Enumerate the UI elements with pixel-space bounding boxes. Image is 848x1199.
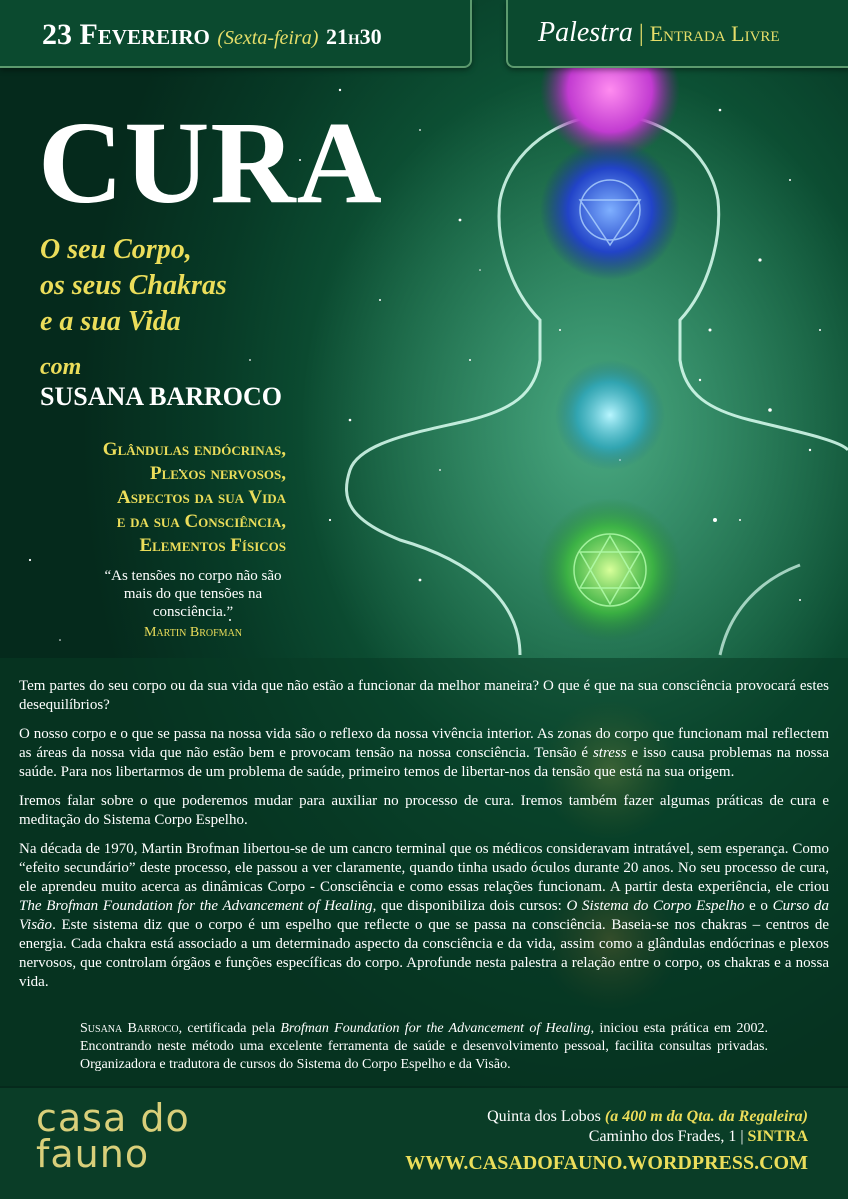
event-entry: Entrada Livre [649,21,780,46]
logo-line: casa do [36,1096,190,1140]
subtitle [40,232,227,340]
bio-organization: Brofman Foundation for the Advancement of Healing [280,1021,591,1036]
address-line-1 [487,1108,808,1126]
text-span: . Este sistema diz que o corpo é um espelho que reflecte o que se passa na consciência. Baseia-se nos chakras – centros de energia. Cada chakra está associado a um determinado aspecto da consciência e da vida, assim como a glândulas endócrinas e plexos nervosos, que controlam órgãos e funções específicas do corpo. Aprofunde nesta palestra a relação entre o corpo, os chakras e a nossa vida. [19,917,829,990]
address-note: (a 400 m da Qta. da Regaleira) [604,1108,808,1125]
topic-item: Aspectos da sua Vida [117,487,286,508]
date-day-number: 23 [42,18,72,51]
text-span: , certificada pela [178,1021,281,1036]
website-link[interactable]: WWW.CASADOFAUNO.WORDPRESS.COM [405,1152,808,1174]
address-line-2 [589,1128,808,1146]
body-paragraph [19,840,829,992]
text-span: , iniciou esta prática em 2002. Encontrando neste método uma excelente ferramenta de saúde e desenvolvimento pessoal, facilita consultas privadas. Organizadora e tradutora de cursos do Sistema do Corpo Espelho e da Visão. [80,1021,768,1072]
logo-line: fauno [36,1132,150,1176]
subtitle-line: e a sua Vida [40,306,181,337]
body-text [19,677,829,1002]
subtitle-line: os seus Chakras [40,270,227,301]
page-title: CURA [38,97,383,228]
topics-list [40,438,286,558]
event-info [538,17,780,49]
event-separator: | [638,21,644,47]
bio-name: Susana Barroco [80,1021,179,1036]
date-weekday: (Sexta-feira) [217,27,319,49]
topic-item: Plexos nervosos, [150,463,286,484]
address-street: Caminho dos Frades, 1 | [588,1128,744,1145]
text-span: Na década de 1970, Martin Brofman libertou-se de um cancro terminal que os médicos consideravam intratável, sem esperança. Como “efeito secundário” deste processo, ele passou a ver claramente, quando tinha usado óculos durante 20 anos. No seu processo de cura, ele aprendeu muito acerca as dinâmicas Corpo - Consciência e como essas relações funcionam. A partir desta experiência, ele criou [19,841,829,895]
date-time: 21h30 [325,24,382,49]
date-month: Fevereiro [79,18,210,51]
quote-text: “As tensões no corpo não são mais do que tensões na consciência.” [104,568,282,620]
text-span: O nosso corpo e o que se passa na nossa vida são o reflexo da nossa vivência interior. As zonas do corpo que funcionam mal reflectem as áreas da nossa vida que não estão bem e provocam tensão na nossa consciência. Tensão é [19,726,829,761]
text-span: Curso da Visão [19,898,829,933]
subtitle-line: O seu Corpo, [40,234,192,265]
topic-item: Elementos Físicos [139,535,286,556]
text-span: , que disponibiliza dois cursos: [372,898,567,914]
speaker-bio [80,1020,768,1074]
speaker-name: SUSANA BARROCO [40,382,282,411]
address-city: SINTRA [747,1128,808,1145]
with-label: com [40,354,82,380]
text-span: O Sistema do Corpo Espelho [566,898,745,914]
body-paragraph: Iremos falar sobre o que poderemos mudar para auxiliar no processo de cura. Iremos também fazer algumas práticas de cura e meditação do Sistema Corpo Espelho. [19,793,829,828]
event-date [42,18,382,52]
body-paragraph [19,725,829,782]
body-paragraph: Tem partes do seu corpo ou da sua vida que não estão a funcionar da melhor maneira? O que é que na sua consciência provocará estes desequilíbrios? [19,678,829,713]
quote-author: Martin Brofman [143,625,243,640]
event-type: Palestra [538,17,633,48]
text-span: stress [592,745,627,761]
text-span: e o [744,898,773,914]
casa-do-fauno-logo [36,1096,190,1176]
text-span: The Brofman Foundation for the Advancement of Healing [19,898,373,914]
address-place: Quinta dos Lobos [487,1108,601,1125]
topic-item: Glândulas endócrinas, [102,439,286,460]
topic-item: e da sua Consciência, [116,511,286,532]
text-span: e isso causa problemas na nossa saúde. Para nos libertarmos de um problema de saúde, primeiro temos de libertar-nos da tensão que está na sua origem. [19,745,829,780]
